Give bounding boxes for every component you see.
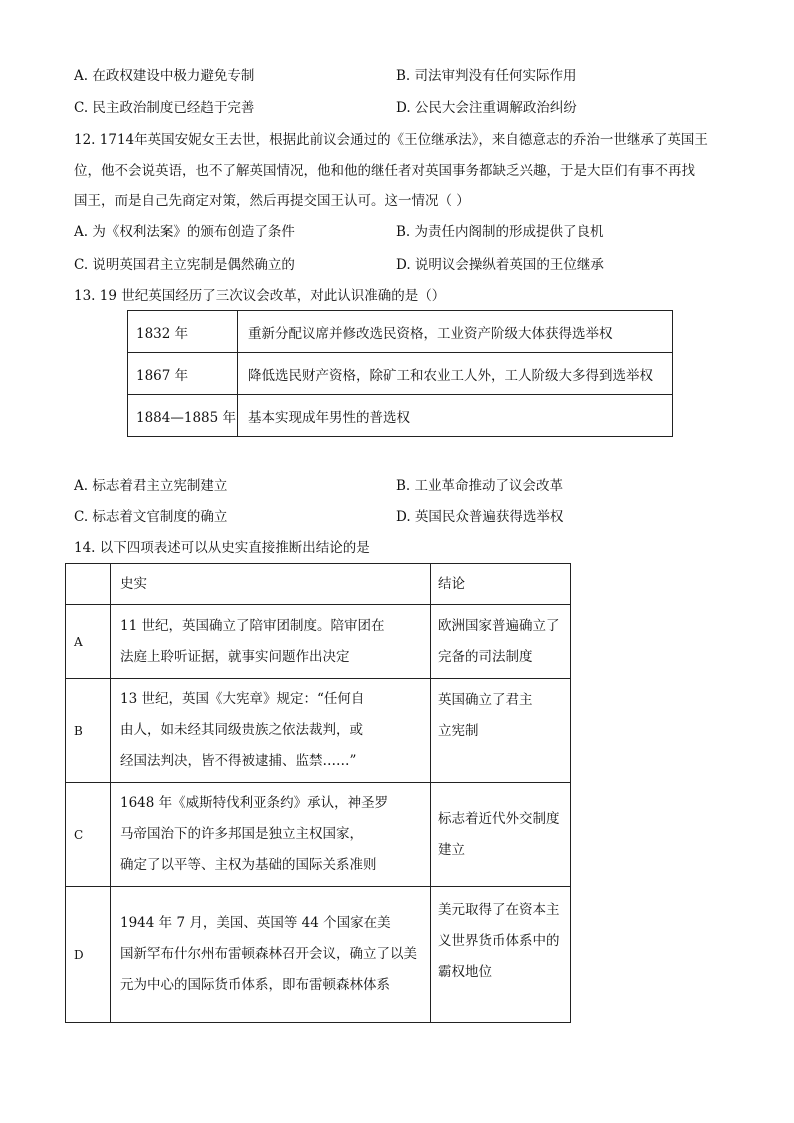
conclusion-cell bbox=[431, 605, 571, 679]
q12-option-c: C. 说明英国君主立宪制是偶然确立的 bbox=[74, 257, 295, 273]
year-cell: 1832 年 bbox=[128, 311, 238, 353]
history-line: 1648 年《威斯特伐利亚条约》承认，神圣罗 bbox=[120, 795, 389, 811]
history-line: 确定了以平等、主权为基础的国际关系准则 bbox=[120, 857, 377, 873]
table-row bbox=[66, 679, 571, 783]
table-row bbox=[66, 783, 571, 887]
history-line: 马帝国治下的许多邦国是独立主权国家， bbox=[120, 826, 363, 842]
q14-stem: 14. 以下四项表述可以从史实直接推断出结论的是 bbox=[74, 540, 370, 556]
history-line: 11 世纪，英国确立了陪审团制度。陪审团在 bbox=[120, 617, 385, 634]
q11-option-c: C. 民主政治制度已经趋于完善 bbox=[74, 100, 255, 116]
conclusion-line: 美元取得了在资本主 bbox=[438, 902, 560, 918]
q11-option-b: B. 司法审判没有任何实际作用 bbox=[396, 68, 577, 84]
q13-option-b: B. 工业革命推动了议会改革 bbox=[396, 478, 564, 494]
history-line: 1944 年 7 月，美国、英国等 44 个国家在美 bbox=[120, 915, 391, 931]
conclusion-line: 霸权地位 bbox=[438, 964, 492, 980]
table-row bbox=[128, 311, 673, 353]
row-label: C bbox=[66, 783, 111, 887]
history-line: 经国法判决，皆不得被逮捕、监禁……” bbox=[120, 753, 357, 769]
label-header-cell bbox=[66, 564, 111, 605]
conclusion-line: 标志着近代外交制度 bbox=[438, 810, 560, 827]
conclusion-cell bbox=[431, 887, 571, 1023]
q13-option-c: C. 标志着文官制度的确立 bbox=[74, 509, 228, 525]
history-cell bbox=[111, 783, 431, 887]
year-cell: 1884—1885 年 bbox=[128, 395, 238, 437]
q11-option-a: A. 在政权建设中极力避免专制 bbox=[74, 68, 255, 84]
table-row bbox=[128, 395, 673, 437]
q13-option-d: D. 英国民众普遍获得选举权 bbox=[396, 509, 564, 525]
history-line: 法庭上聆听证据，就事实问题作出决定 bbox=[120, 648, 350, 665]
conclusion-line: 欧洲国家普遍确立了 bbox=[438, 617, 560, 634]
conclusion-header-cell: 结论 bbox=[431, 564, 571, 605]
q13-stem: 13. 19 世纪英国经历了三次议会改革，对此认识准确的是（） bbox=[74, 288, 446, 304]
q12-stem-line-1: 12. 1714年英国安妮女王去世，根据此前议会通过的《王位继承法》，来自德意志的乔治一世继承了英国王 bbox=[74, 132, 708, 148]
history-line: 国新罕布什尔州布雷顿森林召开会议，确立了以美 bbox=[120, 946, 417, 962]
q12-stem-line-3: 国王，而是自己先商定对策，然后再提交国王认可。这一情况（ ） bbox=[74, 193, 470, 209]
table-row bbox=[66, 605, 571, 679]
content-cell: 重新分配议席并修改选民资格，工业资产阶级大体获得选举权 bbox=[238, 311, 673, 353]
conclusion-line: 立宪制 bbox=[438, 723, 479, 739]
q13-option-a: A. 标志着君主立宪制建立 bbox=[74, 478, 228, 494]
content-cell: 基本实现成年男性的普选权 bbox=[238, 395, 673, 437]
conclusion-line: 义世界货币体系中的 bbox=[438, 933, 560, 949]
conclusion-line: 完备的司法制度 bbox=[438, 648, 533, 665]
content-cell: 降低选民财产资格，除矿工和农业工人外，工人阶级大多得到选举权 bbox=[238, 353, 673, 395]
table-row bbox=[66, 887, 571, 1023]
table-header-row bbox=[66, 564, 571, 605]
conclusion-line: 建立 bbox=[438, 841, 465, 858]
q13-table bbox=[127, 310, 673, 437]
history-line: 13 世纪，英国《大宪章》规定：“任何自 bbox=[120, 691, 365, 707]
q12-option-a: A. 为《权利法案》的颁布创造了条件 bbox=[74, 224, 295, 240]
history-line: 元为中心的国际货币体系，即布雷顿森林体系 bbox=[120, 977, 390, 993]
year-cell: 1867 年 bbox=[128, 353, 238, 395]
row-label: B bbox=[66, 679, 111, 783]
history-cell bbox=[111, 887, 431, 1023]
q14-table bbox=[65, 563, 571, 1023]
conclusion-line: 英国确立了君主 bbox=[438, 692, 533, 708]
history-cell bbox=[111, 605, 431, 679]
q11-option-d: D. 公民大会注重调解政治纠纷 bbox=[396, 100, 577, 116]
row-label: A bbox=[66, 605, 111, 679]
q12-stem-line-2: 位，他不会说英语，也不了解英国情况，他和他的继任者对英国事务都缺乏兴趣，于是大臣们有事不再找 bbox=[74, 163, 695, 179]
history-line: 由人，如未经其同级贵族之依法裁判，或 bbox=[120, 722, 363, 738]
conclusion-cell bbox=[431, 679, 571, 783]
table-row bbox=[128, 353, 673, 395]
history-header-cell: 史实 bbox=[111, 564, 431, 605]
row-label: D bbox=[66, 887, 111, 1023]
history-cell bbox=[111, 679, 431, 783]
q12-option-d: D. 说明议会操纵着英国的王位继承 bbox=[396, 257, 604, 273]
q12-option-b: B. 为责任内阁制的形成提供了良机 bbox=[396, 224, 604, 240]
conclusion-cell bbox=[431, 783, 571, 887]
